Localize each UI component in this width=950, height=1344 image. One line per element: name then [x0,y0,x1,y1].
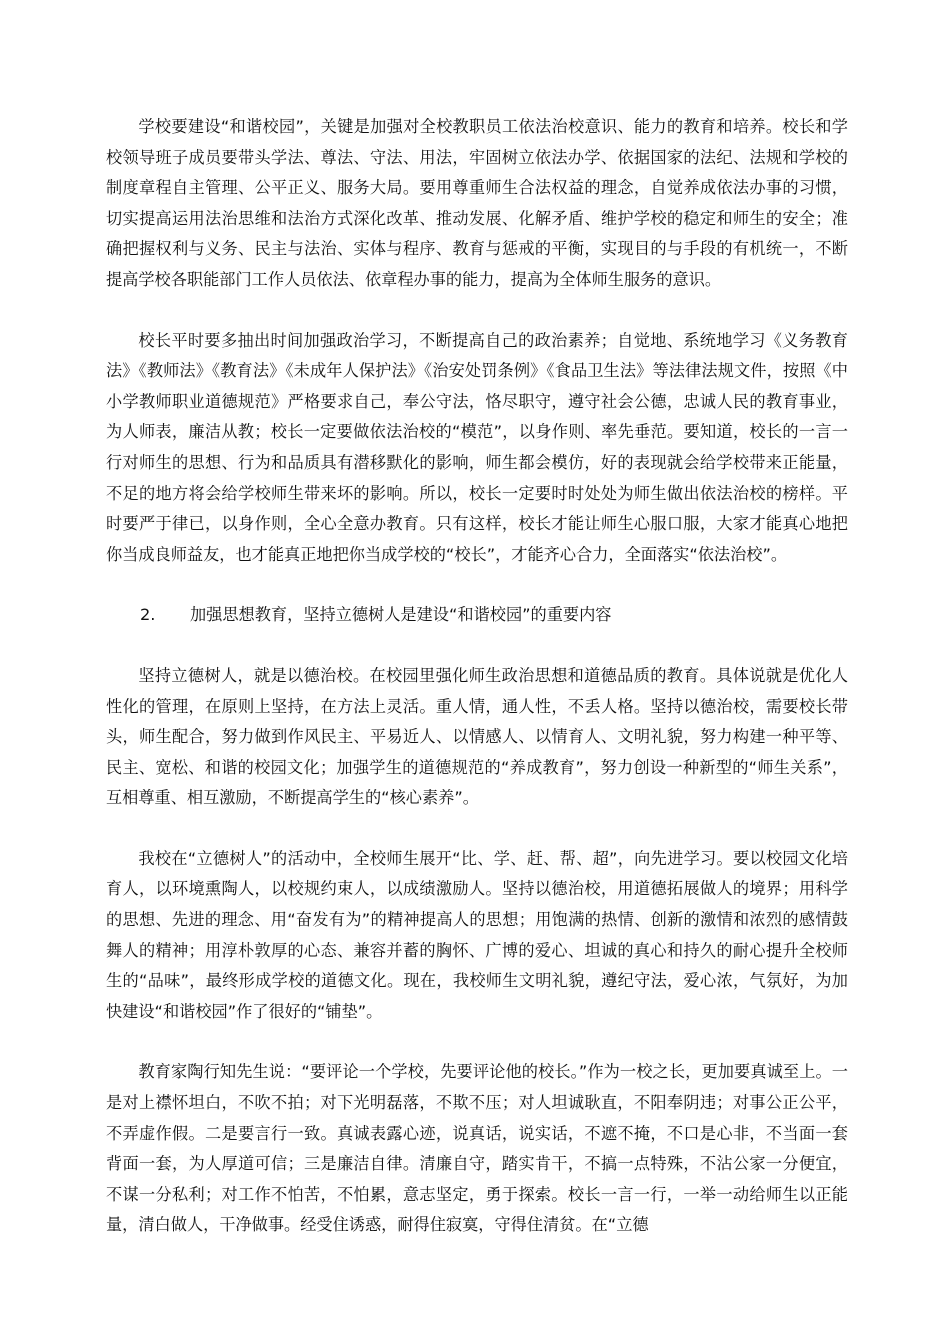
document-page [106,112,848,1271]
paragraph-tao-xingzhi-quote: 教育家陶行知先生说：“要评论一个学校，先要评论他的校长。”作为一校之长，更加要真诚至上。一是对上襟怀坦白，不吹不拍；对下光明磊落，不欺不压；对人坦诚耿直，不阳奉阴违；对事公正公平，不弄虚作假。二是要言行一致。真诚表露心迹，说真话，说实话，不遮不掩，不口是心非，不当面一套背面一套，为人厚道可信；三是廉洁自律。清廉自守，踏实肯干，不搞一点特殊，不沾公家一分便宜，不谋一分私利；对工作不怕苦，不怕累，意志坚定，勇于探索。校长一言一行，一举一动给师生以正能量，清白做人，干净做事。经受住诱惑，耐得住寂寞，守得住清贫。在“立德 [106,1062,848,1235]
section-title: 加强思想教育，坚持立德树人是建设“和谐校园”的重要内容 [190,605,612,625]
paragraph-school-moral-activities: 我校在“立德树人”的活动中，全校师生展开“比、学、赶、帮、超”，向先进学习。要以校园文化培育人，以环境熏陶人，以校规约束人，以成绩激励人。坚持以德治校，用道德拓展做人的境界；用科学的思想、先进的理念、用“奋发有为”的精神提高人的思想；用饱满的热情、创新的激情和浓烈的感情鼓舞人的精神；用淳朴敦厚的心态、兼容并蓄的胸怀、广博的爱心、坦诚的真心和持久的耐心提升全校师生的“品味”，最终形成学校的道德文化。现在，我校师生文明礼貌，遵纪守法，爱心浓，气氛好，为加快建设“和谐校园”作了很好的“铺垫”。 [106,848,848,1021]
paragraph-principal-political-study: 校长平时要多抽出时间加强政治学习，不断提高自己的政治素养；自觉地、系统地学习《义务教育法》《教师法》《教育法》《未成年人保护法》《治安处罚条例》《食品卫生法》等法律法规文件，按照《中小学教师职业道德规范》严格要求自己，奉公守法，恪尽职守，遵守社会公德，忠诚人民的教育事业，为人师表，廉洁从教；校长一定要做依法治校的“模范”，以身作则、率先垂范。要知道，校长的一言一行对师生的思想、行为和品质具有潜移默化的影响，师生都会模仿，好的表现就会给学校带来正能量，不足的地方将会给学校师生带来坏的影响。所以，校长一定要时时处处为师生做出依法治校的榜样。平时要严于律已，以身作则，全心全意办教育。只有这样，校长才能让师生心服口服，大家才能真心地把你当成良师益友，也才能真正地把你当成学校的“校长”，才能齐心合力，全面落实“依法治校”。 [106,330,848,564]
section-heading [106,600,848,631]
paragraph-moral-governance: 坚持立德树人，就是以德治校。在校园里强化师生政治思想和道德品质的教育。具体说就是优化人性化的管理，在原则上坚持，在方法上灵活。重人情，通人性，不丢人格。坚持以德治校，需要校长带头，师生配合，努力做到作风民主、平易近人、以情感人、以情育人、文明礼貌，努力构建一种平等、民主、宽松、和谐的校园文化；加强学生的道德规范的“养成教育”，努力创设一种新型的“师生关系”，互相尊重、相互激励，不断提高学生的“核心素养”。 [106,665,848,808]
paragraph-rule-of-law-awareness: 学校要建设“和谐校园”，关键是加强对全校教职员工依法治校意识、能力的教育和培养。校长和学校领导班子成员要带头学法、尊法、守法、用法，牢固树立依法办学、依据国家的法纪、法规和学校的制度章程自主管理、公平正义、服务大局。要用尊重师生合法权益的理念，自觉养成依法办事的习惯，切实提高运用法治思维和法治方式深化改革、推动发展、化解矛盾、维护学校的稳定和师生的安全；准确把握权利与义务、民主与法治、实体与程序、教育与惩戒的平衡，实现目的与手段的有机统一，不断提高学校各职能部门工作人员依法、依章程办事的能力，提高为全体师生服务的意识。 [106,117,848,289]
section-number: 2. [140,605,156,625]
